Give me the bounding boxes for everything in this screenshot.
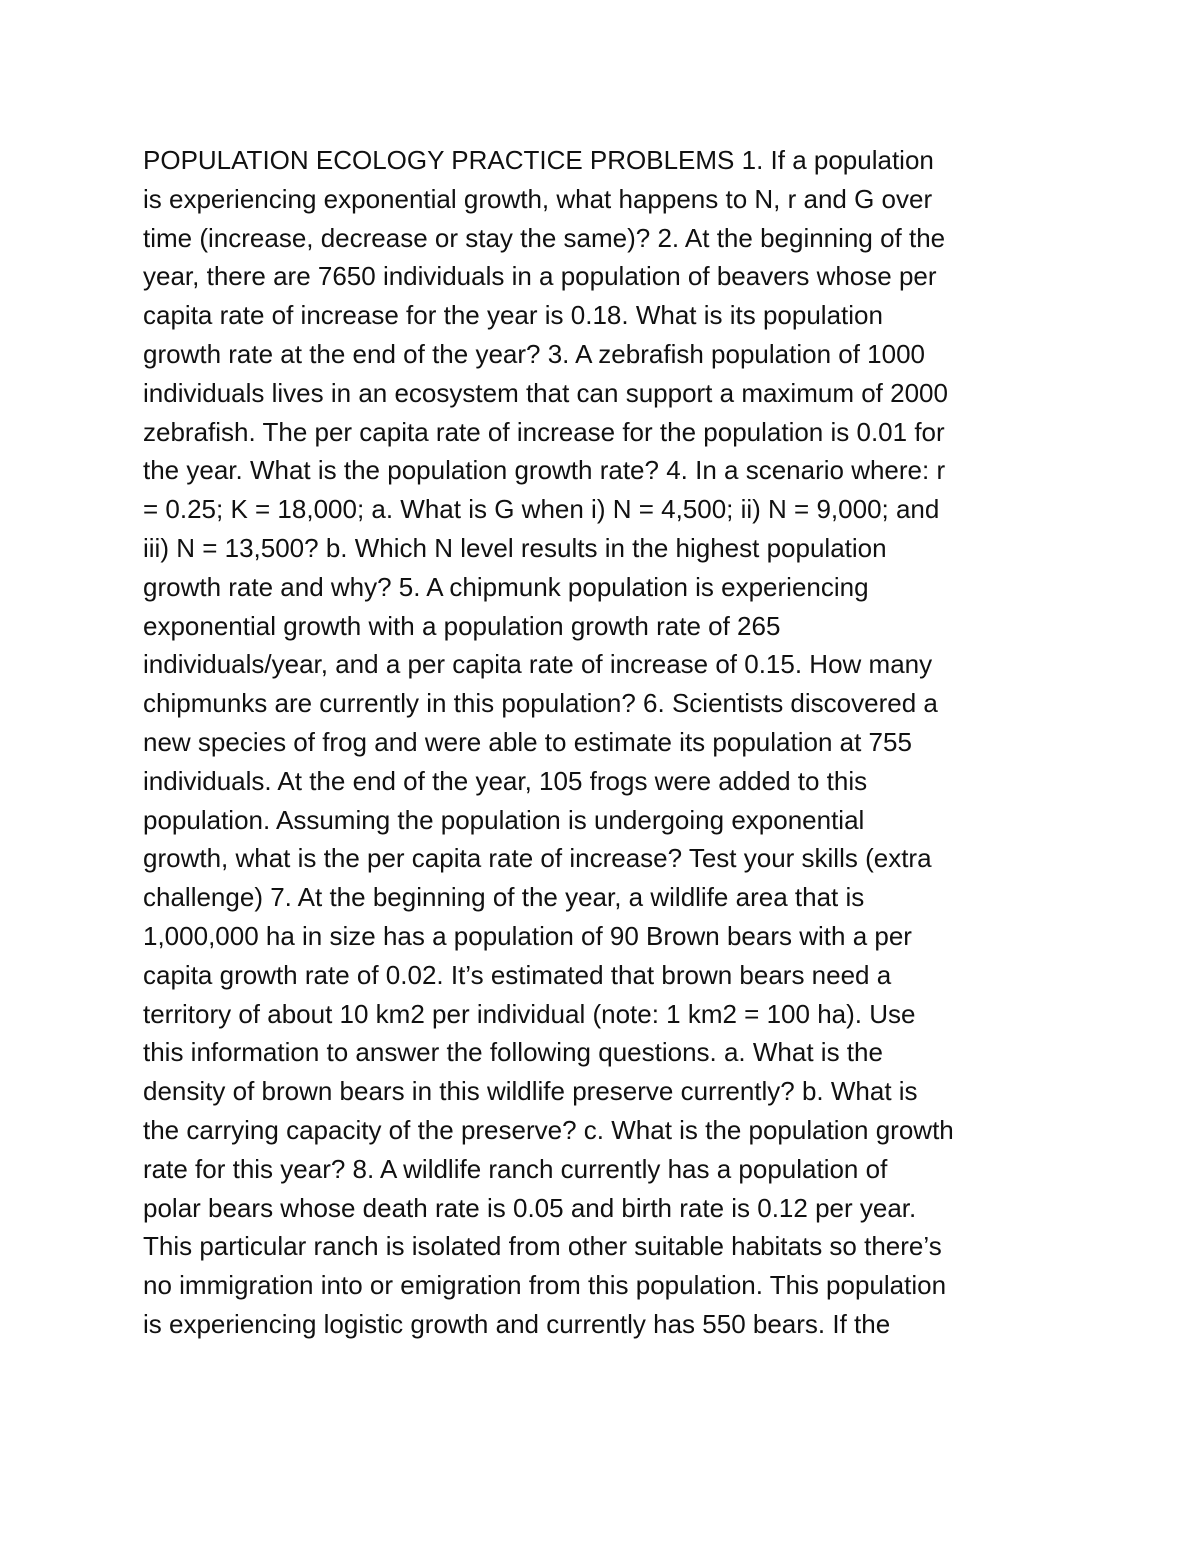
text-line-1: POPULATION ECOLOGY PRACTICE PROBLEMS 1. If a population bbox=[143, 145, 934, 175]
document-text-body bbox=[143, 141, 1073, 1344]
text-line-9: the year. What is the population growth rate? 4. In a scenario where: r bbox=[143, 455, 946, 486]
text-line-29: This particular ranch is isolated from other suitable habitats so there’s bbox=[143, 1231, 942, 1262]
text-line-21: 1,000,000 ha in size has a population of 90 Brown bears with a per bbox=[143, 920, 912, 951]
text-line-28: polar bears whose death rate is 0.05 and birth rate is 0.12 per year. bbox=[143, 1192, 917, 1223]
text-line-17: individuals. At the end of the year, 105 frogs were added to this bbox=[143, 765, 868, 796]
text-line-25: density of brown bears in this wildlife preserve currently? b. What is bbox=[143, 1076, 918, 1107]
text-line-13: exponential growth with a population growth rate of 265 bbox=[143, 610, 781, 641]
text-line-19: growth, what is the per capita rate of increase? Test your skills (extra bbox=[143, 843, 932, 874]
text-line-27: rate for this year? 8. A wildlife ranch currently has a population of bbox=[143, 1153, 888, 1184]
text-line-11: iii) N = 13,500? b. Which N level results in the highest population bbox=[143, 532, 887, 563]
text-line-3: time (increase, decrease or stay the same)? 2. At the beginning of the bbox=[143, 222, 946, 253]
text-line-15: chipmunks are currently in this population? 6. Scientists discovered a bbox=[143, 688, 938, 719]
text-line-14: individuals/year, and a per capita rate of increase of 0.15. How many bbox=[143, 649, 933, 680]
text-line-31: is experiencing logistic growth and currently has 550 bears. If the bbox=[143, 1308, 891, 1339]
text-line-4: year, there are 7650 individuals in a population of beavers whose per bbox=[143, 261, 937, 292]
text-line-18: population. Assuming the population is undergoing exponential bbox=[143, 804, 865, 835]
text-line-6: growth rate at the end of the year? 3. A zebrafish population of 1000 bbox=[143, 338, 925, 369]
text-line-7: individuals lives in an ecosystem that can support a maximum of 2000 bbox=[143, 377, 948, 408]
text-line-2: is experiencing exponential growth, what happens to N, r and G over bbox=[143, 183, 933, 214]
text-line-5: capita rate of increase for the year is 0.18. What is its population bbox=[143, 300, 883, 331]
text-line-22: capita growth rate of 0.02. It’s estimated that brown bears need a bbox=[143, 959, 892, 990]
text-line-8: zebrafish. The per capita rate of increase for the population is 0.01 for bbox=[143, 416, 945, 447]
text-line-26: the carrying capacity of the preserve? c. What is the population growth bbox=[143, 1114, 954, 1145]
text-line-12: growth rate and why? 5. A chipmunk population is experiencing bbox=[143, 571, 869, 602]
text-line-10: = 0.25; K = 18,000; a. What is G when i) N = 4,500; ii) N = 9,000; and bbox=[143, 494, 940, 525]
text-line-30: no immigration into or emigration from this population. This population bbox=[143, 1270, 947, 1301]
text-line-24: this information to answer the following questions. a. What is the bbox=[143, 1037, 883, 1068]
text-line-20: challenge) 7. At the beginning of the year, a wildlife area that is bbox=[143, 882, 865, 913]
text-line-16: new species of frog and were able to estimate its population at 755 bbox=[143, 726, 912, 757]
text-line-23: territory of about 10 km2 per individual (note: 1 km2 = 100 ha). Use bbox=[143, 998, 916, 1029]
